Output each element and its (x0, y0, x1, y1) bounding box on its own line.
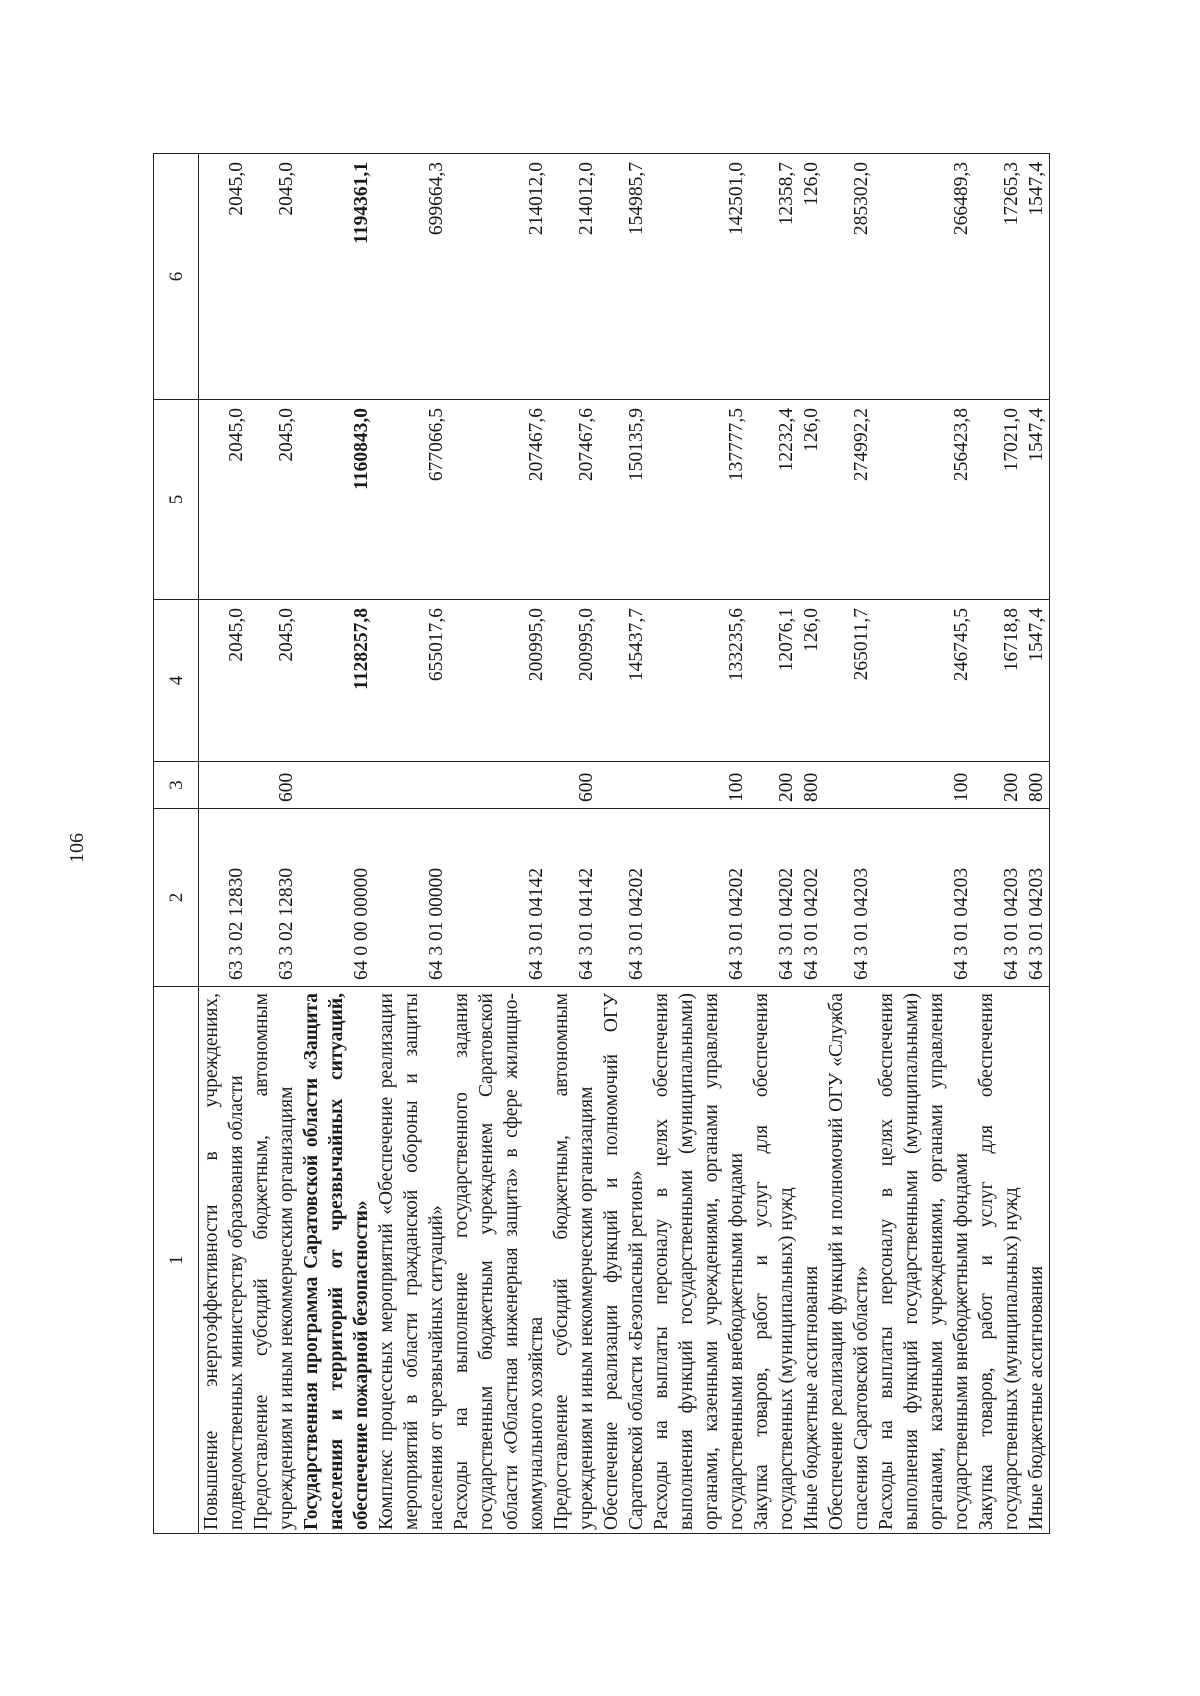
page-number: 106 (66, 833, 88, 863)
row-value-col4: 655017,6 (374, 600, 449, 762)
table-row (874, 154, 974, 1534)
column-header: 3 (154, 762, 199, 809)
row-description: Повышение энергоэффективности в учреждениях, подведомственных министерству образования области (199, 987, 250, 1534)
row-code: 63 3 02 12830 (249, 809, 299, 987)
table-row (374, 154, 449, 1534)
row-value-col5: 1160843,0 (299, 400, 374, 600)
row-value-col5: 2045,0 (199, 400, 250, 600)
table-row (824, 154, 874, 1534)
row-code: 64 3 01 04203 (874, 809, 974, 987)
row-expense-type: 800 (799, 762, 824, 809)
row-description: Закупка товаров, работ и услуг для обеспечения государственных (муниципальных) нужд (974, 987, 1024, 1534)
row-value-col4: 200995,0 (449, 600, 549, 762)
row-value-col5: 2045,0 (249, 400, 299, 600)
row-expense-type (374, 762, 449, 809)
row-value-col4: 1547,4 (1024, 600, 1050, 762)
table-row (799, 154, 824, 1534)
table-row (249, 154, 299, 1534)
table-row (974, 154, 1024, 1534)
row-value-col5: 207467,6 (449, 400, 549, 600)
row-description: Предоставление субсидий бюджетным, автономным учреждениям и иным некоммерческим организациям (249, 987, 299, 1534)
column-header: 1 (154, 987, 199, 1534)
row-value-col4: 133235,6 (649, 600, 749, 762)
row-description: Обеспечение реализации функций и полномочий ОГУ «Служба спасения Саратовской области» (824, 987, 874, 1534)
row-expense-type (199, 762, 250, 809)
row-description: Расходы на выплаты персоналу в целях обеспечения выполнения функций государственными (муниципальными) органами, казенными учреждениями, органами управления государственными внебюджетными фондами (649, 987, 749, 1534)
row-expense-type: 100 (874, 762, 974, 809)
row-description: Обеспечение реализации функций и полномочий ОГУ Саратовской области «Безопасный регион» (599, 987, 649, 1534)
row-value-col4: 1128257,8 (299, 600, 374, 762)
row-expense-type: 800 (1024, 762, 1050, 809)
row-code: 64 3 01 04142 (449, 809, 549, 987)
row-expense-type (449, 762, 549, 809)
row-code: 64 3 01 04202 (599, 809, 649, 987)
column-header: 2 (154, 809, 199, 987)
row-code: 64 3 01 04203 (824, 809, 874, 987)
row-expense-type: 600 (249, 762, 299, 809)
row-value-col6: 699664,3 (374, 154, 449, 400)
row-code: 64 3 01 04202 (799, 809, 824, 987)
row-value-col5: 150135,9 (599, 400, 649, 600)
row-value-col4: 246745,5 (874, 600, 974, 762)
row-value-col6: 285302,0 (824, 154, 874, 400)
row-value-col4: 16718,8 (974, 600, 1024, 762)
row-value-col6: 214012,0 (449, 154, 549, 400)
row-value-col5: 207467,6 (549, 400, 599, 600)
row-value-col6: 1547,4 (1024, 154, 1050, 400)
row-description: Закупка товаров, работ и услуг для обеспечения государственных (муниципальных) нужд (749, 987, 799, 1534)
row-value-col4: 145437,7 (599, 600, 649, 762)
row-description: Государственная программа Саратовской области «Защита населения и территорий от чрезвычайных ситуаций, обеспечение пожарной безопасности» (299, 987, 374, 1534)
row-description: Расходы на выплаты персоналу в целях обеспечения выполнения функций государственными (муниципальными) органами, казенными учреждениями, органами управления государственными внебюджетными фондами (874, 987, 974, 1534)
row-expense-type: 600 (549, 762, 599, 809)
row-code: 64 3 01 04202 (649, 809, 749, 987)
row-value-col4: 2045,0 (249, 600, 299, 762)
budget-table (153, 153, 1050, 1534)
column-header: 4 (154, 600, 199, 762)
row-expense-type: 200 (974, 762, 1024, 809)
row-value-col4: 12076,1 (749, 600, 799, 762)
row-value-col5: 256423,8 (874, 400, 974, 600)
row-value-col6: 12358,7 (749, 154, 799, 400)
row-value-col4: 265011,7 (824, 600, 874, 762)
table-row (599, 154, 649, 1534)
row-value-col6: 142501,0 (649, 154, 749, 400)
row-expense-type: 200 (749, 762, 799, 809)
row-description: Иные бюджетные ассигнования (1024, 987, 1050, 1534)
table-header-row (154, 154, 199, 1534)
row-value-col5: 12232,4 (749, 400, 799, 600)
row-code: 64 3 01 04142 (549, 809, 599, 987)
row-code: 64 3 01 04203 (974, 809, 1024, 987)
row-value-col6: 214012,0 (549, 154, 599, 400)
row-value-col6: 266489,3 (874, 154, 974, 400)
row-value-col6: 17265,3 (974, 154, 1024, 400)
row-value-col5: 126,0 (799, 400, 824, 600)
row-code: 64 3 01 04203 (1024, 809, 1050, 987)
row-description: Расходы на выполнение государственного задания государственным бюджетным учреждением Саратовской области «Областная инженерная защита» в сфере жилищно-коммунального хозяйства (449, 987, 549, 1534)
row-value-col6: 154985,7 (599, 154, 649, 400)
row-value-col5: 137777,5 (649, 400, 749, 600)
row-value-col6: 126,0 (799, 154, 824, 400)
row-code: 63 3 02 12830 (199, 809, 250, 987)
table-row (649, 154, 749, 1534)
row-value-col5: 677066,5 (374, 400, 449, 600)
row-value-col5: 274992,2 (824, 400, 874, 600)
column-header: 6 (154, 154, 199, 400)
row-value-col4: 200995,0 (549, 600, 599, 762)
table-row (199, 154, 250, 1534)
row-expense-type (299, 762, 374, 809)
row-code: 64 0 00 00000 (299, 809, 374, 987)
table-row (299, 154, 374, 1534)
row-description: Иные бюджетные ассигнования (799, 987, 824, 1534)
row-expense-type: 100 (649, 762, 749, 809)
table-row (1024, 154, 1050, 1534)
row-description: Предоставление субсидий бюджетным, автономным учреждениям и иным некоммерческим организациям (549, 987, 599, 1534)
row-expense-type (599, 762, 649, 809)
row-value-col6: 1194361,1 (299, 154, 374, 400)
row-description: Комплекс процессных мероприятий «Обеспечение реализации мероприятий в области гражданской обороны и защиты населения от чрезвычайных ситуаций» (374, 987, 449, 1534)
row-value-col5: 17021,0 (974, 400, 1024, 600)
row-code: 64 3 01 04202 (749, 809, 799, 987)
row-value-col5: 1547,4 (1024, 400, 1050, 600)
row-value-col4: 2045,0 (199, 600, 250, 762)
column-header: 5 (154, 400, 199, 600)
table-row (449, 154, 549, 1534)
table-row (549, 154, 599, 1534)
row-value-col6: 2045,0 (249, 154, 299, 400)
row-code: 64 3 01 00000 (374, 809, 449, 987)
row-expense-type (824, 762, 874, 809)
row-value-col6: 2045,0 (199, 154, 250, 400)
row-value-col4: 126,0 (799, 600, 824, 762)
table-row (749, 154, 799, 1534)
